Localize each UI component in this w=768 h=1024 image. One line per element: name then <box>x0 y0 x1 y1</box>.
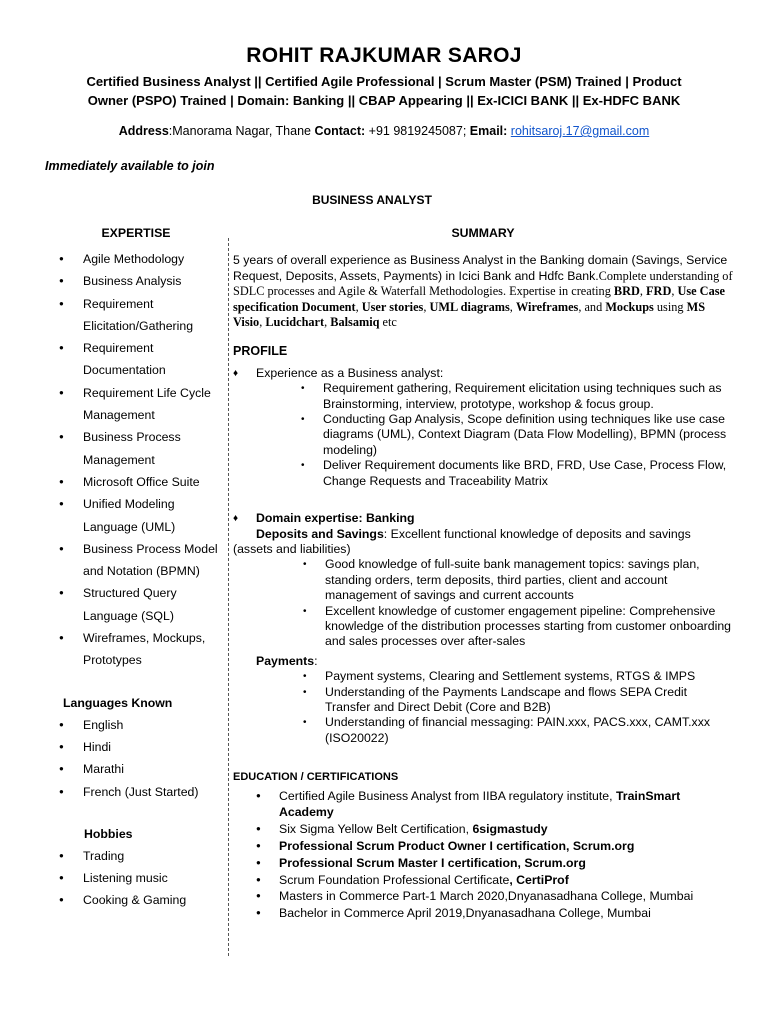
expertise-heading: EXPERTISE <box>101 226 171 240</box>
email-label: Email: <box>469 124 508 138</box>
list-item: ● Business Process Model and Notation (BPMN) <box>50 538 222 583</box>
list-item <box>233 872 733 889</box>
separator: , <box>671 284 678 299</box>
skill-term: User stories <box>361 299 424 314</box>
tagline-line-2: Owner (PSPO) Trained | Domain: Banking || CBAP Appearing || Ex-ICICI BANK || Ex-HDFC BANK <box>87 93 681 108</box>
list-item: ● Requirement Documentation <box>50 337 222 382</box>
payments-colon: : <box>314 653 318 668</box>
education-heading: EDUCATION / CERTIFICATIONS <box>233 771 399 784</box>
list-item: ● Masters in Commerce Part-1 March 2020,Dnyanasadhana College, Mumbai <box>233 888 733 905</box>
payments-list <box>233 669 733 746</box>
list-item: • Excellent knowledge of customer engagement pipeline: Comprehensive knowledge of the distribution processes starting from customer onboarding and sales processes over after-sales <box>233 604 733 650</box>
list-item: ● Unified Modeling Language (UML) <box>50 493 222 538</box>
list-item: ● Wireframes, Mockups, Prototypes <box>50 627 222 672</box>
candidate-name: ROHIT RAJKUMAR SAROJ <box>246 44 522 67</box>
separator: , <box>509 299 516 314</box>
deposits-label: Deposits and Savings <box>256 526 384 541</box>
skill-term: Lucidchart <box>265 315 325 330</box>
languages-list <box>50 714 222 803</box>
profile-heading: PROFILE <box>233 344 288 359</box>
profile-intro: ♦ Experience as a Business analyst: <box>233 366 733 381</box>
separator: , <box>324 315 331 330</box>
domain-heading: ♦ Domain expertise: Banking <box>233 511 733 526</box>
skill-term: Wireframes <box>515 299 579 314</box>
address-value: :Manorama Nagar, Thane <box>168 124 315 138</box>
list-item: ● French (Just Started) <box>50 781 222 803</box>
contact-line <box>0 124 768 138</box>
edu-institute: 6sigmastudy <box>472 822 548 837</box>
list-item: ● Structured Query Language (SQL) <box>50 582 222 627</box>
tagline-line-1: Certified Business Analyst || Certified Agile Professional | Scrum Master (PSM) Trained | Product <box>86 74 682 89</box>
list-item: • Understanding of financial messaging: PAIN.xxx, PACS.xxx, CAMT.xxx (ISO20022) <box>233 715 733 746</box>
summary-heading: SUMMARY <box>451 226 515 240</box>
separator: , <box>639 284 647 299</box>
summary-text <box>233 253 733 330</box>
list-item: ● English <box>50 714 222 736</box>
left-column <box>50 226 222 912</box>
skill-term: FRD <box>646 284 672 299</box>
hobbies-list <box>50 845 222 912</box>
list-item: ● Professional Scrum Master I certification, Scrum.org <box>233 855 733 872</box>
list-item: • Good knowledge of full-suite bank management topics: savings plan, standing orders, term deposits, third parties, client and account management of savings and current accounts <box>233 557 733 603</box>
list-item: ● Requirement Life Cycle Management <box>50 382 222 427</box>
languages-heading: Languages Known <box>63 695 173 710</box>
deposits-text: : Excellent functional knowledge of deposits and savings (assets and liabilities) <box>233 526 691 556</box>
list-item <box>233 788 733 822</box>
list-item: • Requirement gathering, Requirement elicitation using techniques such as Brainstorming, interview, prototype, workshop & focus group. <box>233 381 733 412</box>
list-item: ● Bachelor in Commerce April 2019,Dnyanasadhana College, Mumbai <box>233 905 733 922</box>
list-item: ● Marathi <box>50 758 222 780</box>
list-item: ● Microsoft Office Suite <box>50 471 222 493</box>
list-item: ● Professional Scrum Product Owner I certification, Scrum.org <box>233 838 733 855</box>
edu-text: Certified Agile Business Analyst from IIBA regulatory institute, <box>279 788 616 803</box>
list-item: • Conducting Gap Analysis, Scope definition using techniques like use case diagrams (UML), Context Diagram (Data Flow Modelling), BPMN (process modeling) <box>233 412 733 458</box>
profile-list <box>233 381 733 489</box>
separator: etc <box>379 315 397 330</box>
list-item: ● Cooking & Gaming <box>50 889 222 911</box>
payments-label: Payments <box>256 653 315 668</box>
skill-term: Use Case specification Document <box>233 284 725 314</box>
hobbies-heading: Hobbies <box>84 826 133 841</box>
education-list <box>233 788 733 922</box>
list-item <box>233 821 733 838</box>
expertise-list <box>50 248 222 672</box>
edu-text: Scrum Foundation Professional Certificate <box>279 872 510 887</box>
list-item: ● Requirement Elicitation/Gathering <box>50 293 222 338</box>
skill-term: UML diagrams <box>429 299 510 314</box>
separator: , <box>259 315 266 330</box>
list-item: ● Business Analysis <box>50 270 222 292</box>
role-title: BUSINESS ANALYST <box>312 193 432 207</box>
separator: , <box>355 299 362 314</box>
phone-value: +91 9819245087; <box>365 124 470 138</box>
tagline <box>40 72 728 110</box>
list-item: • Payment systems, Clearing and Settlement systems, RTGS & IMPS <box>233 669 733 684</box>
edu-institute: , CertiProf <box>509 872 569 887</box>
column-divider <box>228 238 229 956</box>
domain-block <box>233 511 733 746</box>
availability-note: Immediately available to join <box>45 159 215 173</box>
deposits-list <box>233 557 733 649</box>
address-label: Address <box>118 124 169 138</box>
list-item: ● Agile Methodology <box>50 248 222 270</box>
skill-term: MS Visio <box>233 299 706 330</box>
list-item: • Deliver Requirement documents like BRD, FRD, Use Case, Process Flow, Change Requests and Traceability Matrix <box>233 458 733 489</box>
list-item: ● Listening music <box>50 867 222 889</box>
contact-label: Contact: <box>314 124 366 138</box>
list-item: ● Hindi <box>50 736 222 758</box>
email-link[interactable]: rohitsaroj.17@gmail.com <box>510 124 650 138</box>
edu-institute: TrainSmart Academy <box>279 788 681 820</box>
summary-part-1: 5 years of overall experience as Business Analyst in the Banking domain (Savings, Service Request, Deposits, Assets, Payments) in Icici Bank and Hdfc Bank. <box>233 253 728 283</box>
skill-term: BRD <box>613 284 640 299</box>
list-item: • Understanding of the Payments Landscape and flows SEPA Credit Transfer and Direct Debit (Core and B2B) <box>233 685 733 716</box>
skill-term: Mockups <box>605 299 654 314</box>
summary-intro: Complete understanding of SDLC processes and Agile & Waterfall Methodologies. Expertise in creating <box>233 268 733 299</box>
separator: using <box>653 299 687 314</box>
deposits-line <box>233 527 733 558</box>
payments-line <box>233 654 733 669</box>
separator: , and <box>578 299 606 314</box>
right-column <box>233 226 733 922</box>
separator: , <box>423 299 430 314</box>
edu-text: Six Sigma Yellow Belt Certification, <box>279 822 473 837</box>
skill-term: Balsamiq <box>330 315 380 330</box>
list-item: ● Business Process Management <box>50 426 222 471</box>
list-item: ● Trading <box>50 845 222 867</box>
